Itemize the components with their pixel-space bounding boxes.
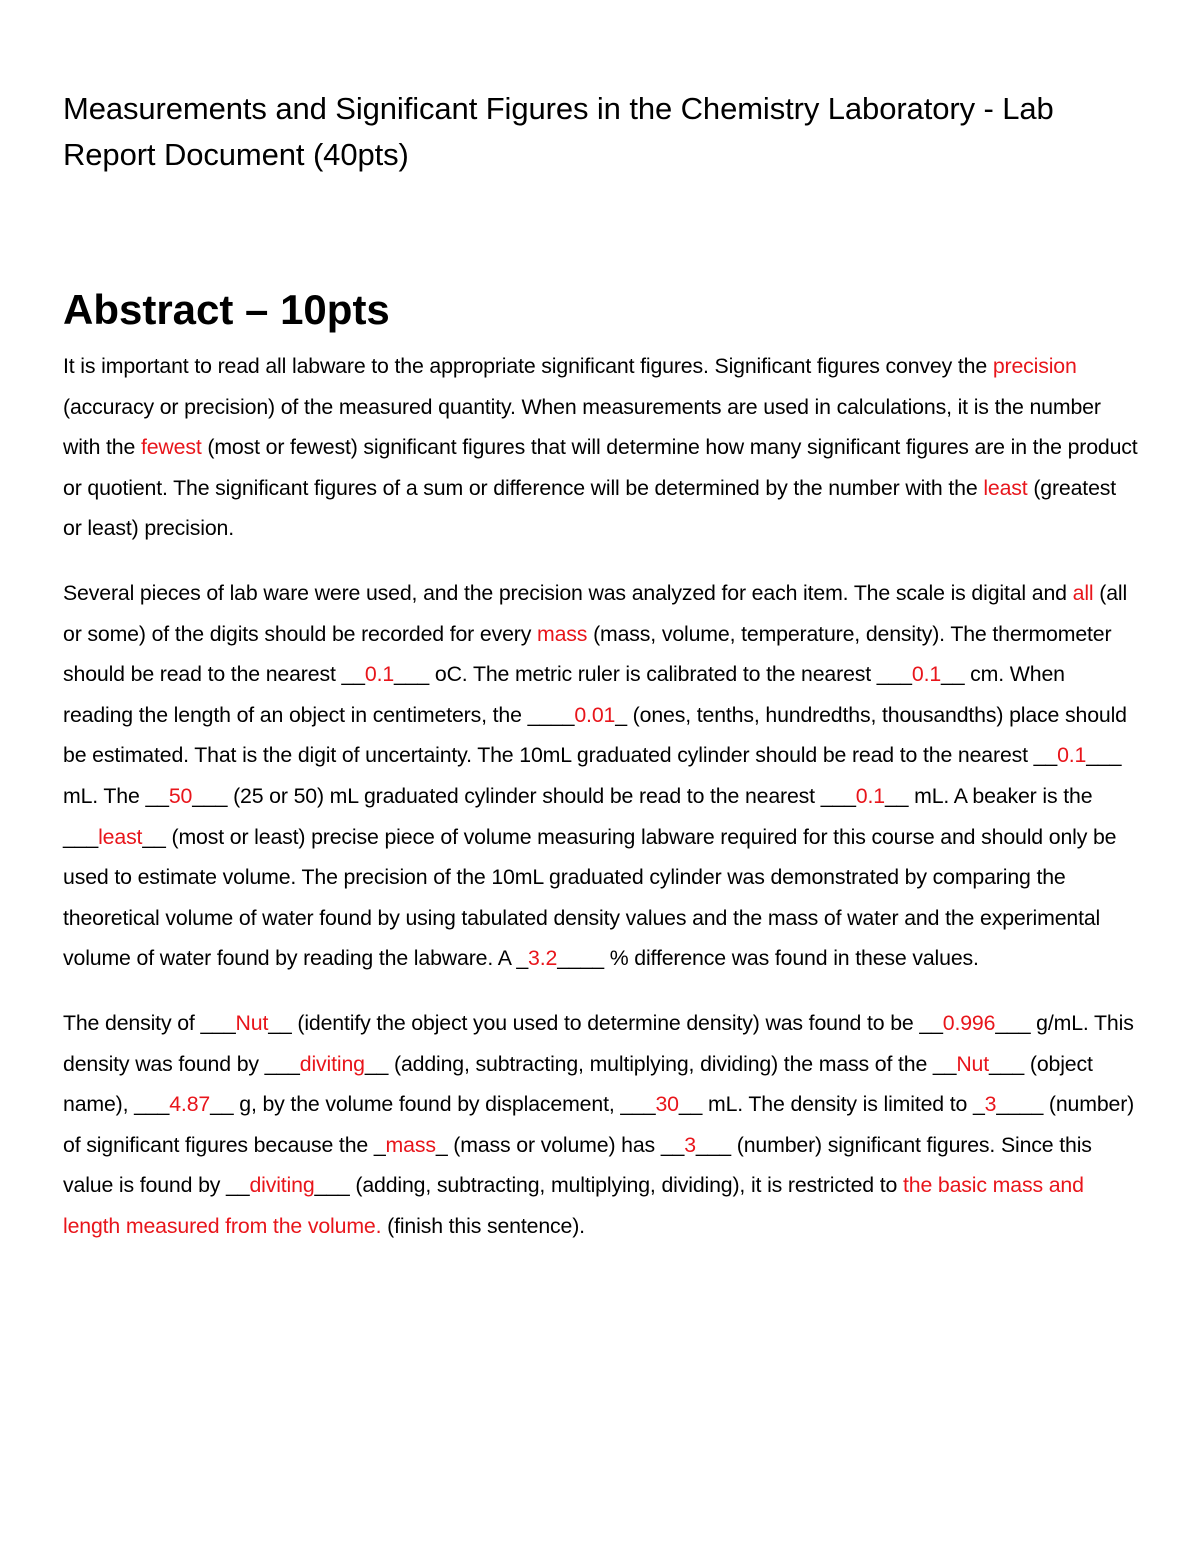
body-text: (greatest or least) precision.: [63, 475, 1117, 541]
answer-text: 50: [168, 783, 193, 808]
answer-text: Nut: [956, 1051, 990, 1076]
abstract-paragraph-1: [63, 346, 1138, 549]
answer-text: the basic mass and length measured from the volume.: [63, 1173, 1084, 1238]
answer-text: Nut: [235, 1010, 269, 1035]
body-text: ___ oC. The metric ruler is calibrated to the nearest ___: [394, 662, 912, 687]
body-text: __ mL. The density is limited to _: [678, 1092, 985, 1117]
body-text: __ cm. When reading the length of an object in centimeters, the ____: [63, 662, 1065, 727]
body-text: Several pieces of lab ware were used, and the precision was analyzed for each item. The scale is digital and: [63, 580, 1073, 605]
body-text: ___ (adding, subtracting, multiplying, dividing), it is restricted to: [314, 1173, 903, 1198]
answer-text: 0.1: [855, 783, 885, 808]
body-text: It is important to read all labware to the appropriate significant figures. Significant figures convey the: [63, 354, 993, 378]
document-title: Measurements and Significant Figures in the Chemistry Laboratory - Lab Report Document (40pts): [63, 91, 1054, 172]
answer-text: all: [1072, 580, 1094, 605]
answer-text: fewest: [140, 435, 202, 460]
answer-text: 0.1: [1057, 743, 1087, 768]
body-text: ___ (25 or 50) mL graduated cylinder should be read to the nearest ___: [192, 783, 856, 808]
body-text: ____ % difference was found in these values.: [557, 946, 979, 971]
answer-text: 3.2: [528, 946, 558, 971]
body-text: _ (ones, tenths, hundredths, thousandths) place should be estimated. That is the digit of uncertainty. The 10mL graduated cylinder should be read to the nearest __: [63, 702, 1127, 768]
body-text: __ g, by the volume found by displacement, ___: [210, 1092, 656, 1117]
document-page: [63, 86, 1138, 1246]
body-text: (mass, volume, temperature, density). The thermometer should be read to the nearest __: [63, 621, 1112, 687]
body-text: ____ (number) of significant figures because the _: [63, 1092, 1135, 1157]
body-text: (all or some) of the digits should be recorded for every: [63, 580, 1128, 646]
answer-text: 0.01: [574, 702, 616, 727]
body-text: __ (adding, subtracting, multiplying, dividing) the mass of the __: [364, 1051, 957, 1076]
answer-text: 0.1: [364, 662, 395, 687]
body-text: ___ (object name), ___: [63, 1051, 1093, 1117]
body-text: ___ (number) significant figures. Since this value is found by __: [63, 1132, 1092, 1198]
answer-text: 3: [684, 1132, 696, 1157]
body-text: __ mL. A beaker is the ___: [63, 783, 1093, 849]
answer-text: 3: [984, 1092, 997, 1117]
answer-text: 0.1: [911, 662, 942, 687]
answer-text: 0.996: [942, 1010, 996, 1035]
body-text: (finish this sentence).: [381, 1213, 585, 1238]
answer-text: least: [983, 475, 1028, 500]
body-text: __ (identify the object you used to determine density) was found to be __: [268, 1010, 943, 1035]
answer-text: mass: [537, 621, 588, 646]
body-text: The density of ___: [63, 1010, 236, 1035]
answer-text: least: [98, 824, 143, 849]
answer-text: 4.87: [169, 1092, 211, 1117]
answer-text: 30: [655, 1092, 679, 1117]
body-text: _ (mass or volume) has __: [435, 1132, 685, 1157]
answer-text: precision: [992, 354, 1077, 378]
abstract-paragraph-2: [63, 573, 1138, 979]
abstract-paragraph-3: [63, 1003, 1138, 1247]
answer-text: mass: [385, 1132, 436, 1157]
body-text: ___ g/mL. This density was found by ___: [63, 1010, 1134, 1076]
body-text: (accuracy or precision) of the measured quantity. When measurements are used in calculations, it is the number with the: [63, 394, 1101, 460]
body-text: (most or fewest) significant figures that will determine how many significant figures are in the product or quotient. The significant figures of a sum or difference will be determined by the number with the: [63, 435, 1138, 500]
body-text: ___ mL. The __: [63, 743, 1122, 808]
section-heading-abstract: Abstract – 10pts: [63, 286, 390, 333]
answer-text: diviting: [249, 1173, 315, 1198]
body-text: __ (most or least) precise piece of volume measuring labware required for this course and should only be used to estimate volume. The precision of the 10mL graduated cylinder was demonstrated by comparing the theoretical volume of water found by using tabulated density values and the mass of water and the experimental volume of water found by reading the labware. A _: [63, 824, 1117, 971]
answer-text: diviting: [299, 1051, 365, 1076]
